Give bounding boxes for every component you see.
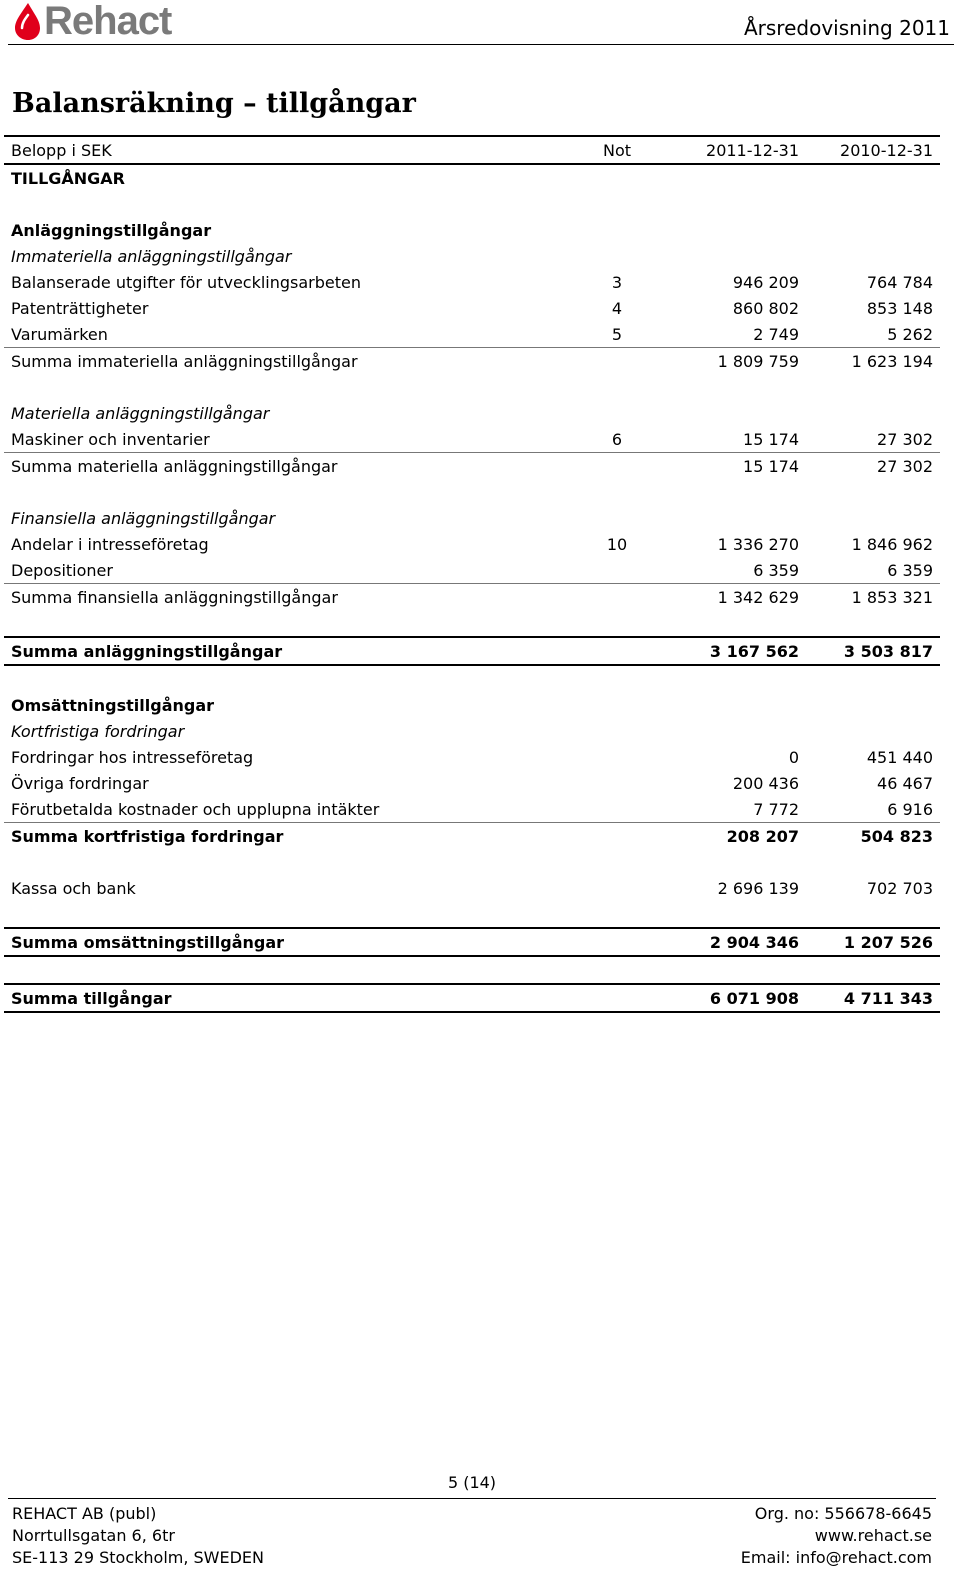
row-note xyxy=(564,984,670,1012)
row-value-2011: 6 071 908 xyxy=(670,984,806,1012)
row-value-2010: 1 846 962 xyxy=(851,534,933,554)
row-label: Anläggningstillgångar xyxy=(11,220,212,240)
row-note xyxy=(564,770,670,796)
row-value-2011 xyxy=(670,665,806,692)
row-value-2010: 504 823 xyxy=(860,826,933,846)
row-note xyxy=(564,665,670,692)
logo-text: Rehact xyxy=(44,0,172,43)
row-label: Andelar i intresseföretag xyxy=(11,534,209,554)
row-note xyxy=(564,243,670,269)
row-value-2010 xyxy=(806,191,940,217)
header-year-2011: 2011-12-31 xyxy=(670,136,806,164)
spacer-row xyxy=(4,479,940,505)
row-note xyxy=(564,479,670,505)
row-note xyxy=(564,610,670,637)
row-label xyxy=(4,374,564,400)
row-value-2011 xyxy=(670,374,806,400)
row-note xyxy=(564,823,670,850)
row-value-2010: 1 623 194 xyxy=(851,351,933,371)
row-value-2010 xyxy=(806,400,940,426)
row-label: Summa anläggningstillgångar xyxy=(4,637,564,665)
table-row xyxy=(4,984,940,1012)
row-value-2010: 764 784 xyxy=(866,272,933,292)
row-label: Maskiner och inventarier xyxy=(4,426,564,453)
row-value-2011: 860 802 xyxy=(732,298,799,318)
row-note xyxy=(564,164,670,191)
spacer-row xyxy=(4,610,940,637)
row-label: Förutbetalda kostnader och upplupna intäkter xyxy=(4,796,564,823)
footer-contact xyxy=(741,1503,932,1569)
row-value-2010 xyxy=(806,505,940,531)
row-label: Materiella anläggningstillgångar xyxy=(11,403,270,423)
row-note xyxy=(564,505,670,531)
footer-website: www.rehact.se xyxy=(814,1526,932,1545)
row-label: Immateriella anläggningstillgångar xyxy=(11,246,292,266)
row-note: 6 xyxy=(564,426,670,453)
footer-city: SE-113 29 Stockholm, SWEDEN xyxy=(12,1548,265,1567)
table-row xyxy=(4,269,940,295)
row-note: 5 xyxy=(564,321,670,348)
table-row xyxy=(4,928,940,956)
table-row xyxy=(4,400,940,426)
table-row xyxy=(4,823,940,850)
row-note xyxy=(564,796,670,823)
row-label xyxy=(4,479,564,505)
table-row xyxy=(4,217,940,243)
row-value-2010 xyxy=(806,243,940,269)
row-note xyxy=(564,928,670,956)
header-label: Belopp i SEK xyxy=(4,136,564,164)
footer-company: REHACT AB (publ) xyxy=(12,1504,157,1523)
spacer-row xyxy=(4,956,940,984)
footer-org-no: Org. no: 556678-6645 xyxy=(754,1504,932,1523)
row-value-2011 xyxy=(670,479,806,505)
row-label: Summa tillgångar xyxy=(4,984,564,1012)
row-value-2011: 7 772 xyxy=(670,796,806,823)
table-row xyxy=(4,770,940,796)
table-row xyxy=(4,557,940,584)
row-label: Patenträttigheter xyxy=(11,298,149,318)
row-label xyxy=(4,610,564,637)
header-divider xyxy=(8,44,954,45)
row-note xyxy=(564,692,670,718)
document-title: Årsredovisning 2011 xyxy=(743,16,950,40)
table-row xyxy=(4,744,940,770)
spacer-row xyxy=(4,374,940,400)
company-logo xyxy=(12,0,171,42)
row-note xyxy=(564,374,670,400)
spacer-row xyxy=(4,901,940,928)
row-label: Summa finansiella anläggningstillgångar xyxy=(11,587,338,607)
row-label xyxy=(4,956,564,984)
row-label: Depositioner xyxy=(4,557,564,584)
table-row xyxy=(4,718,940,744)
row-value-2010: 853 148 xyxy=(866,298,933,318)
row-value-2011 xyxy=(670,400,806,426)
row-note xyxy=(564,557,670,584)
row-value-2011 xyxy=(670,243,806,269)
row-value-2010: 46 467 xyxy=(877,773,933,793)
row-note xyxy=(564,584,670,611)
row-value-2010 xyxy=(806,374,940,400)
footer-divider xyxy=(8,1498,936,1499)
row-value-2010: 1 853 321 xyxy=(851,587,933,607)
table-row xyxy=(4,453,940,480)
row-value-2011: 1 336 270 xyxy=(717,534,799,554)
row-note: 10 xyxy=(606,534,628,554)
row-value-2010 xyxy=(806,665,940,692)
table-row xyxy=(4,505,940,531)
row-note xyxy=(564,453,670,480)
row-note xyxy=(564,191,670,217)
table-header-row xyxy=(4,136,940,164)
row-note xyxy=(564,217,670,243)
table-row xyxy=(4,637,940,665)
row-value-2010: 27 302 xyxy=(806,426,940,453)
row-label: Summa omsättningstillgångar xyxy=(4,928,564,956)
page-header xyxy=(0,0,960,48)
table-row xyxy=(4,295,940,321)
row-label: Summa materiella anläggningstillgångar xyxy=(11,456,338,476)
row-value-2010 xyxy=(806,718,940,744)
row-value-2010 xyxy=(806,692,940,718)
row-value-2011 xyxy=(670,692,806,718)
table-row xyxy=(4,875,940,901)
row-value-2011 xyxy=(670,956,806,984)
row-value-2010 xyxy=(806,849,940,875)
page-footer xyxy=(0,1470,960,1596)
page-number: 5 (14) xyxy=(447,1473,497,1492)
row-value-2010 xyxy=(806,217,940,243)
drop-logo-icon xyxy=(12,1,42,41)
row-value-2010 xyxy=(806,610,940,637)
table-row xyxy=(4,426,940,453)
row-note xyxy=(564,849,670,875)
row-label xyxy=(4,665,564,692)
row-value-2011: 15 174 xyxy=(743,456,799,476)
table-row xyxy=(4,584,940,611)
row-note xyxy=(564,348,670,375)
header-year-2010: 2010-12-31 xyxy=(806,136,940,164)
row-value-2011: 2 749 xyxy=(670,321,806,348)
table-row xyxy=(4,531,940,557)
row-value-2011: 2 696 139 xyxy=(717,878,799,898)
row-note: 4 xyxy=(611,298,623,318)
table-row xyxy=(4,348,940,375)
footer-street: Norrtullsgatan 6, 6tr xyxy=(12,1526,175,1545)
row-value-2010 xyxy=(806,901,940,928)
row-value-2010: 3 503 817 xyxy=(806,637,940,665)
row-value-2010 xyxy=(806,479,940,505)
row-value-2011: 1 342 629 xyxy=(717,587,799,607)
row-note xyxy=(564,637,670,665)
row-label: Övriga fordringar xyxy=(11,773,149,793)
row-label: Fordringar hos intresseföretag xyxy=(11,747,254,767)
row-value-2011: 0 xyxy=(788,747,799,767)
row-value-2011 xyxy=(670,505,806,531)
row-note xyxy=(564,400,670,426)
row-label: Balanserade utgifter för utvecklingsarbeten xyxy=(11,272,362,292)
row-label xyxy=(4,191,564,217)
row-value-2011: 15 174 xyxy=(670,426,806,453)
row-value-2010: 451 440 xyxy=(866,747,933,767)
footer-address xyxy=(12,1503,264,1569)
row-label: Finansiella anläggningstillgångar xyxy=(11,508,276,528)
row-value-2011: 1 809 759 xyxy=(717,351,799,371)
row-note xyxy=(564,744,670,770)
row-note xyxy=(564,956,670,984)
row-value-2010: 6 916 xyxy=(806,796,940,823)
balance-sheet-table xyxy=(4,135,940,1013)
row-label: Kortfristiga fordringar xyxy=(11,721,185,741)
row-label: Summa kortfristiga fordringar xyxy=(11,826,284,846)
row-label: Varumärken xyxy=(4,321,564,348)
row-label: Omsättningstillgångar xyxy=(11,695,215,715)
table-row xyxy=(4,796,940,823)
row-value-2011 xyxy=(670,610,806,637)
row-value-2010: 6 359 xyxy=(806,557,940,584)
row-value-2010: 27 302 xyxy=(877,456,933,476)
row-label xyxy=(4,901,564,928)
row-note xyxy=(564,718,670,744)
row-label: Kassa och bank xyxy=(11,878,136,898)
table-row xyxy=(4,692,940,718)
row-value-2010 xyxy=(806,164,940,191)
row-label xyxy=(4,849,564,875)
spacer-row xyxy=(4,849,940,875)
row-value-2011 xyxy=(670,901,806,928)
row-label: Summa immateriella anläggningstillgångar xyxy=(11,351,358,371)
page-title: Balansräkning – tillgångar xyxy=(12,88,416,119)
row-value-2010: 1 207 526 xyxy=(806,928,940,956)
row-value-2010: 702 703 xyxy=(866,878,933,898)
row-value-2011 xyxy=(670,191,806,217)
header-note: Not xyxy=(564,136,670,164)
row-value-2011: 3 167 562 xyxy=(670,637,806,665)
row-value-2011: 200 436 xyxy=(732,773,799,793)
row-value-2011 xyxy=(670,217,806,243)
footer-email: Email: info@rehact.com xyxy=(740,1548,932,1567)
row-note: 3 xyxy=(611,272,623,292)
table-row xyxy=(4,321,940,348)
row-value-2011: 208 207 xyxy=(726,826,799,846)
row-value-2010: 5 262 xyxy=(806,321,940,348)
row-value-2011: 6 359 xyxy=(670,557,806,584)
row-value-2011 xyxy=(670,718,806,744)
spacer-row xyxy=(4,191,940,217)
row-value-2010: 4 711 343 xyxy=(806,984,940,1012)
row-value-2011: 2 904 346 xyxy=(670,928,806,956)
row-value-2011 xyxy=(670,849,806,875)
row-value-2011: 946 209 xyxy=(732,272,799,292)
row-label: TILLGÅNGAR xyxy=(11,168,125,188)
spacer-row xyxy=(4,665,940,692)
row-note xyxy=(564,875,670,901)
row-value-2011 xyxy=(670,164,806,191)
table-row xyxy=(4,164,940,191)
row-note xyxy=(564,901,670,928)
table-row xyxy=(4,243,940,269)
row-value-2010 xyxy=(806,956,940,984)
